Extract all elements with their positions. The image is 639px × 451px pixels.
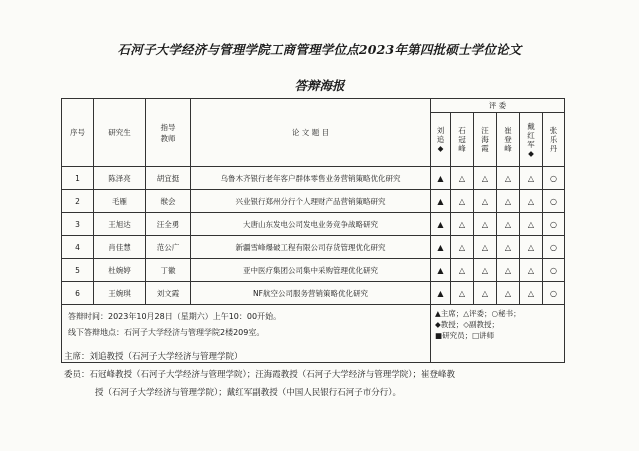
role-mark: △ (474, 190, 497, 213)
student-name: 肖佳慧 (94, 236, 146, 259)
role-mark: △ (520, 282, 543, 305)
committee-member-name: 崔登峰 (504, 126, 512, 153)
table-row (62, 236, 565, 259)
committee-member-header (543, 113, 565, 167)
row-number: 4 (62, 236, 94, 259)
role-mark: ○ (543, 167, 565, 190)
role-mark: △ (451, 167, 474, 190)
table-row (62, 282, 565, 305)
committee-member-name: 刘追◆ (436, 126, 445, 153)
committee-member-header (497, 113, 520, 167)
role-mark: ▲ (431, 236, 451, 259)
document-title: 石河子大学经济与管理学院工商管理学位点2023年第四批硕士学位论文 (117, 42, 522, 57)
defense-time: 答辩时间：2023年10月28日（星期六）上午10：00开始。 (68, 312, 282, 321)
role-mark: △ (451, 236, 474, 259)
role-mark: ○ (543, 190, 565, 213)
role-mark: △ (451, 259, 474, 282)
role-mark: ○ (543, 236, 565, 259)
role-mark: △ (451, 213, 474, 236)
role-mark: ○ (543, 213, 565, 236)
defense-schedule-table (61, 98, 565, 363)
header-seq: 序号 (62, 99, 94, 167)
header-committee: 评 委 (431, 99, 565, 113)
table-row (62, 259, 565, 282)
thesis-title: 新疆雪峰爆破工程有限公司存货管理优化研究 (191, 236, 431, 259)
advisor-name: 汪全勇 (146, 213, 191, 236)
members-line-2: 授（石河子大学经济与管理学院）；戴红军副教授（中国人民银行石河子市分行）。 (95, 388, 402, 398)
role-mark: △ (497, 236, 520, 259)
row-number: 6 (62, 282, 94, 305)
table-row (62, 213, 565, 236)
advisor-name: 缑会 (146, 190, 191, 213)
header-thesis: 论 文 题 目 (191, 99, 431, 167)
row-number: 5 (62, 259, 94, 282)
thesis-title: 大唐山东发电公司发电业务竞争战略研究 (191, 213, 431, 236)
advisor-name: 胡宜挺 (146, 167, 191, 190)
members-line-1: 委员：石冠峰教授（石河子大学经济与管理学院）；汪海霞教授（石河子大学经济与管理学院）；崔登峰教 (64, 370, 456, 380)
role-mark: △ (451, 190, 474, 213)
student-name: 王旭达 (94, 213, 146, 236)
table-row (62, 190, 565, 213)
header-advisor: 指导教师 (146, 99, 191, 167)
advisor-name: 刘文霞 (146, 282, 191, 305)
role-mark: ▲ (431, 190, 451, 213)
committee-member-name: 石冠峰 (458, 126, 466, 153)
committee-member-header (451, 113, 474, 167)
legend-titles-1: ◆教授；◇副教授； (435, 320, 500, 329)
advisor-name: 丁徽 (146, 259, 191, 282)
row-number: 1 (62, 167, 94, 190)
role-mark: △ (520, 259, 543, 282)
role-mark: ○ (543, 282, 565, 305)
role-mark: △ (520, 190, 543, 213)
role-mark: ▲ (431, 213, 451, 236)
role-mark: △ (497, 213, 520, 236)
legend-titles-2: ■研究员；□讲师 (435, 331, 495, 340)
header-row-top (62, 99, 565, 113)
row-number: 3 (62, 213, 94, 236)
table-row (62, 167, 565, 190)
role-mark: △ (474, 259, 497, 282)
row-number: 2 (62, 190, 94, 213)
student-name: 陈泽亮 (94, 167, 146, 190)
committee-member-name: 汪海霞 (481, 126, 489, 153)
committee-member-name: 张乐丹 (549, 126, 558, 153)
chair-line: 主席：刘追教授（石河子大学经济与管理学院） (64, 352, 243, 362)
role-mark: △ (474, 213, 497, 236)
student-name: 毛雁 (94, 190, 146, 213)
student-name: 王婉琪 (94, 282, 146, 305)
role-mark: △ (497, 190, 520, 213)
role-mark: △ (474, 236, 497, 259)
committee-member-header (431, 113, 451, 167)
header-student: 研究生 (94, 99, 146, 167)
role-mark: △ (520, 213, 543, 236)
role-mark: △ (497, 167, 520, 190)
student-name: 杜婉婷 (94, 259, 146, 282)
role-mark: △ (474, 167, 497, 190)
thesis-title: 亚中医疗集团公司集中采购管理优化研究 (191, 259, 431, 282)
role-mark: ▲ (431, 167, 451, 190)
role-mark: △ (497, 282, 520, 305)
role-mark: △ (474, 282, 497, 305)
document-subtitle: 答辩海报 (294, 78, 345, 93)
role-mark: ▲ (431, 259, 451, 282)
role-mark: △ (520, 167, 543, 190)
committee-member-header (474, 113, 497, 167)
role-mark: ○ (543, 259, 565, 282)
committee-footer (64, 348, 624, 402)
committee-member-header (520, 113, 543, 167)
advisor-name: 范公广 (146, 236, 191, 259)
role-mark: △ (520, 236, 543, 259)
committee-member-name: 戴红军◆ (527, 121, 535, 158)
role-mark: △ (497, 259, 520, 282)
role-mark: △ (451, 282, 474, 305)
thesis-title: 乌鲁木齐银行老年客户群体零售业务营销策略优化研究 (191, 167, 431, 190)
thesis-title: 兴业银行郑州分行个人理财产品营销策略研究 (191, 190, 431, 213)
role-mark: ▲ (431, 282, 451, 305)
defense-location: 线下答辩地点：石河子大学经济与管理学院2楼209室。 (68, 328, 265, 337)
legend-roles: ▲主席；△评委；○秘书； (435, 309, 521, 318)
thesis-title: NF航空公司服务营销策略优化研究 (191, 282, 431, 305)
